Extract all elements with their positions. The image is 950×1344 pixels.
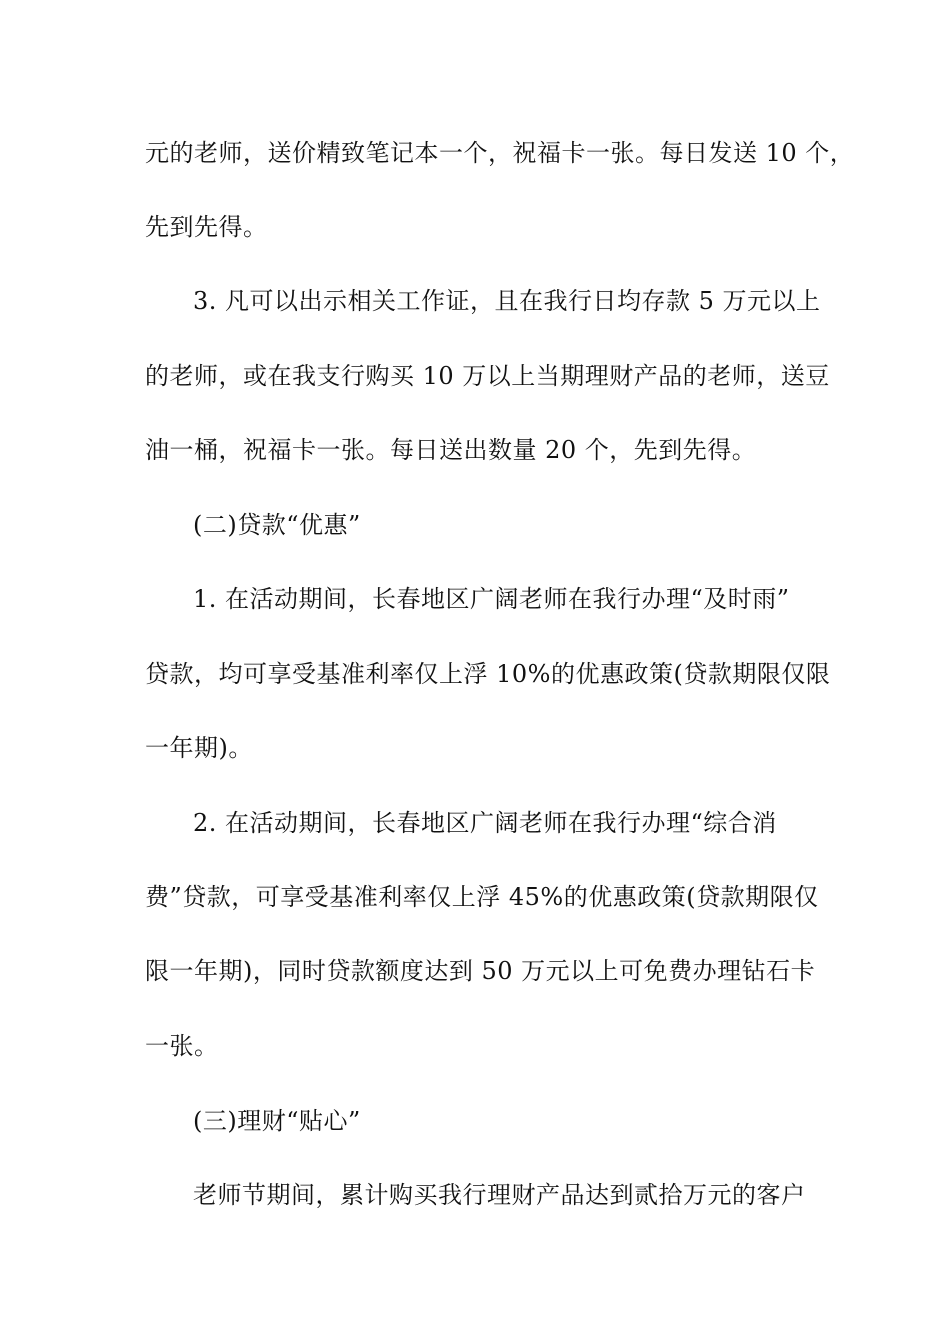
section-heading: (三)理财“贴心” — [193, 1107, 361, 1135]
list-item-line: 3. 凡可以出示相关工作证，且在我行日均存款 5 万元以上 — [193, 287, 821, 315]
list-item-line: 2. 在活动期间，长春地区广阔老师在我行办理“综合消 — [193, 809, 777, 837]
paragraph-line: 油一桶，祝福卡一张。每日送出数量 20 个，先到先得。 — [145, 436, 757, 464]
paragraph-line: 的老师，或在我支行购买 10 万以上当期理财产品的老师，送豆 — [145, 362, 830, 390]
list-item-line: 1. 在活动期间，长春地区广阔老师在我行办理“及时雨” — [193, 585, 790, 613]
paragraph-line: 限一年期)，同时贷款额度达到 50 万元以上可免费办理钻石卡 — [145, 957, 816, 985]
paragraph-line: 贷款，均可享受基准利率仅上浮 10%的优惠政策(贷款期限仅限 — [145, 660, 831, 688]
paragraph-line: 费”贷款，可享受基准利率仅上浮 45%的优惠政策(贷款期限仅 — [145, 883, 819, 911]
section-heading: (二)贷款“优惠” — [193, 511, 361, 539]
paragraph-line: 元的老师，送价精致笔记本一个，祝福卡一张。每日发送 10 个， — [145, 139, 855, 167]
paragraph-line: 一年期)。 — [145, 734, 253, 762]
paragraph-line: 先到先得。 — [145, 213, 268, 241]
paragraph-line: 老师节期间，累计购买我行理财产品达到贰拾万元的客户 — [193, 1181, 806, 1209]
paragraph-line: 一张。 — [145, 1032, 219, 1060]
